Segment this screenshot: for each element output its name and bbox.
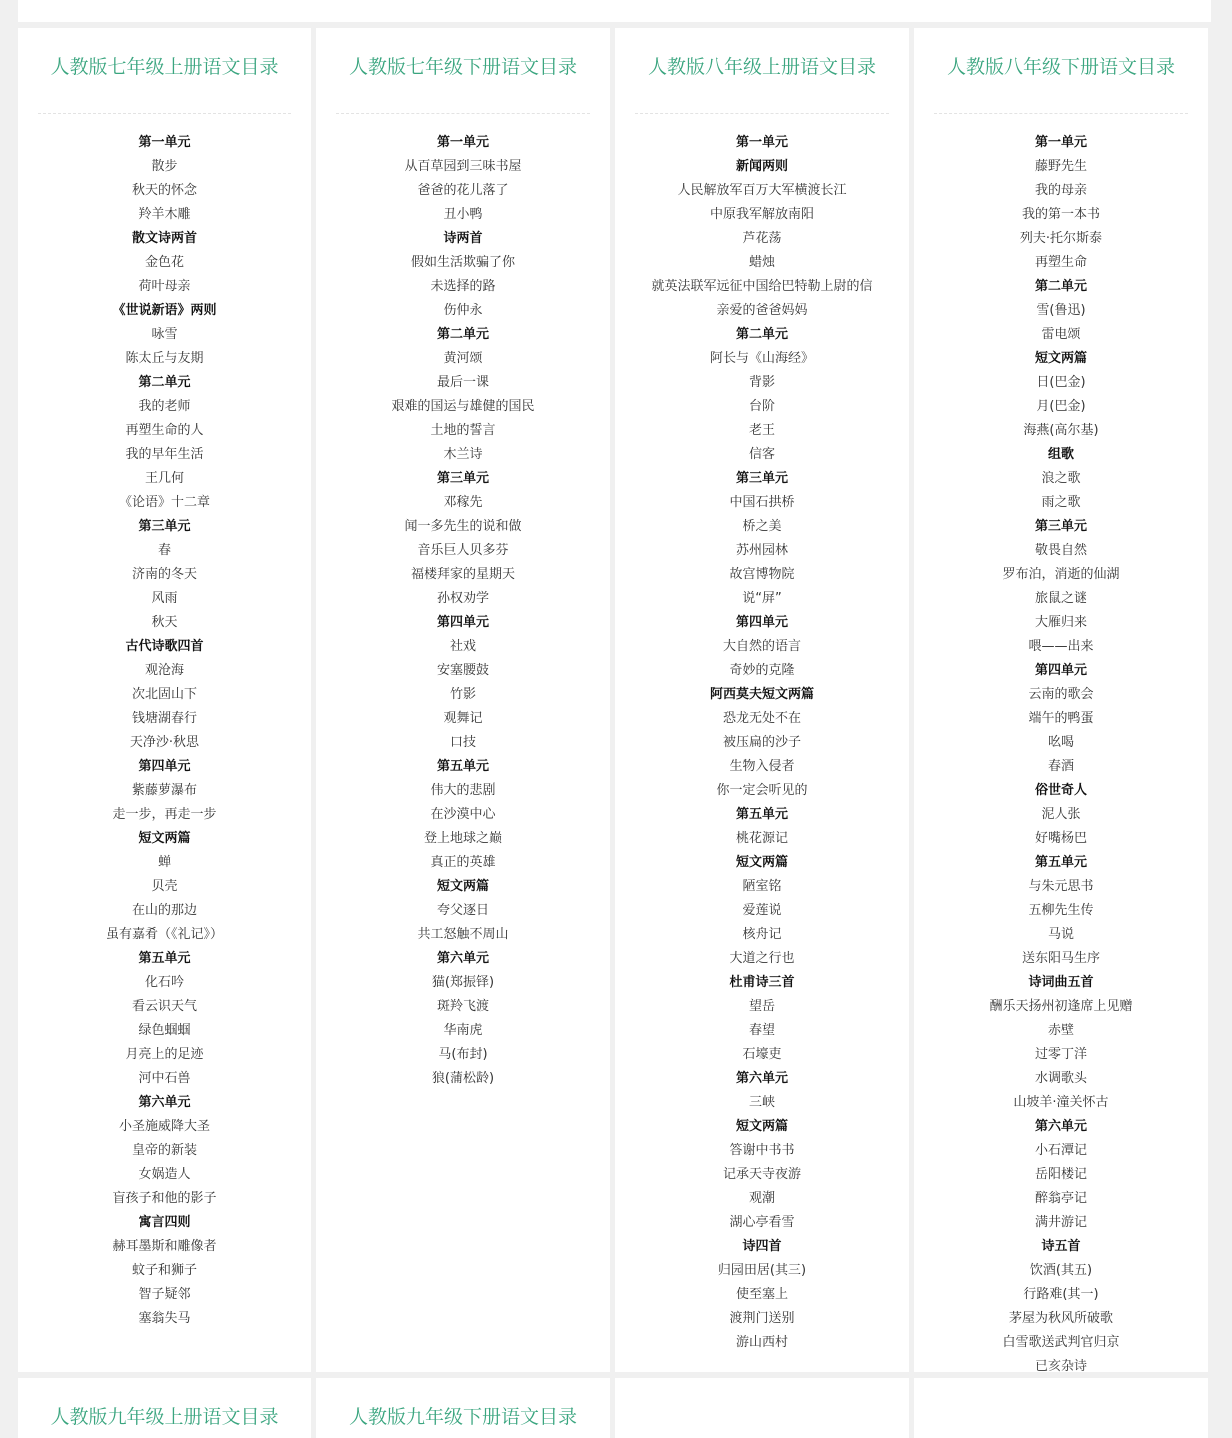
lesson-link[interactable]: 天净沙·秋思 (129, 735, 200, 750)
lesson-link[interactable]: 看云识天气 (131, 999, 197, 1014)
lesson-link[interactable]: 猫(郑振铎) (431, 975, 495, 990)
lesson-link[interactable]: 竹影 (449, 687, 476, 702)
unit-heading: 诗五首 (1041, 1239, 1081, 1254)
lesson-link[interactable]: 说“屏” (742, 591, 782, 606)
lesson-link[interactable]: 五柳先生传 (1028, 903, 1094, 918)
lesson-link[interactable]: 水调歌头 (1034, 1071, 1087, 1086)
unit-heading: 第一单元 (138, 135, 191, 150)
unit-heading: 第六单元 (138, 1095, 191, 1110)
lesson-link[interactable]: 马说 (1047, 927, 1074, 942)
lesson-link[interactable]: 社戏 (449, 639, 476, 654)
lesson-link[interactable]: 桃花源记 (735, 831, 788, 846)
lesson-link[interactable]: 孙权劝学 (436, 591, 489, 606)
lesson-link[interactable]: 吆喝 (1047, 735, 1074, 750)
lesson-link[interactable]: 云南的歌会 (1028, 687, 1094, 702)
toc-card-grade9-lower (316, 1378, 610, 1438)
lesson-link[interactable]: 山坡羊·潼关怀古 (1013, 1095, 1109, 1110)
lesson-link[interactable]: 生物入侵者 (729, 759, 795, 774)
lesson-link[interactable]: 蜡烛 (748, 255, 775, 270)
toc-card-grade8-upper (615, 28, 909, 1372)
toc-list (316, 131, 610, 1091)
top-panel (18, 0, 1211, 22)
lesson-link[interactable]: 行路难(其一) (1023, 1287, 1099, 1302)
lesson-link[interactable]: 马(布封) (438, 1047, 488, 1062)
card-title: 人教版七年级下册语文目录 (336, 28, 590, 114)
lesson-link[interactable]: 走一步，再走一步 (112, 807, 217, 822)
unit-heading: 《世说新语》两则 (112, 303, 217, 318)
lesson-link[interactable]: 信客 (748, 447, 775, 462)
lesson-link[interactable]: 雷电颂 (1041, 327, 1081, 342)
unit-heading: 第四单元 (735, 615, 788, 630)
toc-list (914, 131, 1208, 1372)
unit-heading: 第五单元 (436, 759, 489, 774)
lesson-link[interactable]: 陋室铭 (742, 879, 782, 894)
lesson-link[interactable]: 亲爱的爸爸妈妈 (716, 303, 808, 318)
lesson-link[interactable]: 散步 (151, 159, 178, 174)
lesson-link[interactable]: 被压扁的沙子 (722, 735, 801, 750)
lesson-link[interactable]: 智子疑邻 (138, 1287, 191, 1302)
unit-heading: 第六单元 (735, 1071, 788, 1086)
lesson-link[interactable]: 赫耳墨斯和雕像者 (112, 1239, 217, 1254)
unit-heading: 诗词曲五首 (1028, 975, 1094, 990)
lesson-link[interactable]: 就英法联军远征中国给巴特勒上尉的信 (651, 279, 873, 294)
lesson-link[interactable]: 邓稼先 (443, 495, 483, 510)
lesson-link[interactable]: 济南的冬天 (131, 567, 197, 582)
lesson-link[interactable]: 蚊子和狮子 (131, 1263, 197, 1278)
lesson-link[interactable]: 赤壁 (1047, 1023, 1074, 1038)
lesson-link[interactable]: 在山的那边 (131, 903, 197, 918)
toc-card-grade9-upper (18, 1378, 311, 1438)
lesson-link[interactable]: 岳阳楼记 (1034, 1167, 1087, 1182)
unit-heading: 第二单元 (138, 375, 191, 390)
card-title: 人教版八年级上册语文目录 (635, 28, 889, 114)
unit-heading: 第一单元 (1034, 135, 1087, 150)
lesson-link[interactable]: 钱塘湖春行 (131, 711, 197, 726)
lesson-link[interactable]: 醉翁亭记 (1034, 1191, 1087, 1206)
unit-heading: 阿西莫夫短文两篇 (709, 687, 814, 702)
lesson-link[interactable]: 春 (157, 543, 171, 558)
unit-heading: 第四单元 (436, 615, 489, 630)
unit-heading: 第五单元 (138, 951, 191, 966)
lesson-link[interactable]: 过零丁洋 (1034, 1047, 1087, 1062)
lesson-link[interactable]: 贝壳 (151, 879, 178, 894)
unit-heading: 短文两篇 (1034, 351, 1087, 366)
lesson-link[interactable]: 从百草园到三味书屋 (404, 159, 522, 174)
unit-heading: 第四单元 (138, 759, 191, 774)
lesson-link[interactable]: 春酒 (1047, 759, 1074, 774)
lesson-link[interactable]: 中国石拱桥 (729, 495, 795, 510)
unit-heading: 第二单元 (1034, 279, 1087, 294)
toc-card-grade7-lower (316, 28, 610, 1372)
lesson-link[interactable]: 艰难的国运与雄健的国民 (391, 399, 535, 414)
lesson-link[interactable]: 我的母亲 (1034, 183, 1087, 198)
lesson-link[interactable]: 酬乐天扬州初逢席上见赠 (989, 999, 1133, 1014)
lesson-link[interactable]: 再塑生命 (1034, 255, 1087, 270)
unit-heading: 第四单元 (1034, 663, 1087, 678)
toc-card-empty (615, 1378, 909, 1438)
toc-list (18, 131, 311, 1331)
lesson-link[interactable]: 爸爸的花儿落了 (417, 183, 509, 198)
lesson-link[interactable]: 羚羊木雕 (138, 207, 191, 222)
lesson-link[interactable]: 在沙漠中心 (430, 807, 496, 822)
lesson-link[interactable]: 藤野先生 (1034, 159, 1087, 174)
lesson-link[interactable]: 雪(鲁迅) (1036, 303, 1086, 318)
lesson-link[interactable]: 安塞腰鼓 (436, 663, 489, 678)
lesson-link[interactable]: 我的老师 (138, 399, 191, 414)
lesson-link[interactable]: 三峡 (748, 1095, 775, 1110)
lesson-link[interactable]: 蝉 (157, 855, 171, 870)
toc-card-grade8-lower (914, 28, 1208, 1372)
lesson-link[interactable]: 台阶 (748, 399, 775, 414)
lesson-link[interactable]: 观舞记 (443, 711, 483, 726)
unit-heading: 第六单元 (1034, 1119, 1087, 1134)
unit-heading: 短文两篇 (735, 855, 788, 870)
lesson-link[interactable]: 苏州园林 (735, 543, 788, 558)
lesson-link[interactable]: 紫藤萝瀑布 (131, 783, 197, 798)
lesson-link[interactable]: 秋天 (151, 615, 178, 630)
lesson-link[interactable]: 送东阳马生序 (1021, 951, 1100, 966)
lesson-link[interactable]: 观潮 (748, 1191, 775, 1206)
lesson-link[interactable]: 与朱元思书 (1028, 879, 1094, 894)
unit-heading: 短文两篇 (735, 1119, 788, 1134)
lesson-link[interactable]: 陈太丘与友期 (125, 351, 204, 366)
lesson-link[interactable]: 丑小鸭 (443, 207, 483, 222)
lesson-link[interactable]: 伟大的悲剧 (430, 783, 496, 798)
lesson-link[interactable]: 次北固山下 (131, 687, 197, 702)
lesson-link[interactable]: 雨之歌 (1041, 495, 1081, 510)
lesson-link[interactable]: 白雪歌送武判官归京 (1002, 1335, 1120, 1350)
unit-heading: 第二单元 (436, 327, 489, 342)
unit-heading: 俗世奇人 (1034, 783, 1087, 798)
lesson-link[interactable]: 满井游记 (1034, 1215, 1087, 1230)
lesson-link[interactable]: 老王 (748, 423, 775, 438)
unit-heading: 散文诗两首 (131, 231, 197, 246)
lesson-link[interactable]: 端午的鸭蛋 (1028, 711, 1094, 726)
lesson-link[interactable]: 化石吟 (144, 975, 184, 990)
lesson-link[interactable]: 大自然的语言 (722, 639, 801, 654)
lesson-link[interactable]: 敬畏自然 (1034, 543, 1087, 558)
lesson-link[interactable]: 大道之行也 (729, 951, 795, 966)
lesson-link[interactable]: 月(巴金) (1036, 399, 1086, 414)
unit-heading: 第六单元 (436, 951, 489, 966)
lesson-link[interactable]: 桥之美 (742, 519, 782, 534)
lesson-link[interactable]: 使至塞上 (735, 1287, 788, 1302)
lesson-link[interactable]: 绿色蝈蝈 (138, 1023, 191, 1038)
lesson-link[interactable]: 再塑生命的人 (125, 423, 204, 438)
lesson-link[interactable]: 茅屋为秋风所破歌 (1008, 1311, 1113, 1326)
lesson-link[interactable]: 小石潭记 (1034, 1143, 1087, 1158)
lesson-link[interactable]: 塞翁失马 (138, 1311, 191, 1326)
lesson-link[interactable]: 望岳 (748, 999, 775, 1014)
lesson-link[interactable]: 背影 (748, 375, 775, 390)
unit-heading: 第三单元 (735, 471, 788, 486)
toc-card-empty (914, 1378, 1208, 1438)
lesson-link[interactable]: 归园田居(其三) (717, 1263, 807, 1278)
lesson-link[interactable]: 黄河颂 (443, 351, 483, 366)
lesson-link[interactable]: 假如生活欺骗了你 (410, 255, 515, 270)
lesson-link[interactable]: 真正的英雄 (430, 855, 496, 870)
lesson-link[interactable]: 咏雪 (151, 327, 178, 342)
lesson-link[interactable]: 列夫·托尔斯泰 (1019, 231, 1103, 246)
lesson-link[interactable]: 小圣施威降大圣 (118, 1119, 210, 1134)
lesson-link[interactable]: 罗布泊，消逝的仙湖 (1002, 567, 1120, 582)
lesson-link[interactable]: 未选择的路 (430, 279, 496, 294)
lesson-link[interactable]: 《论语》十二章 (118, 495, 210, 510)
unit-heading: 诗两首 (443, 231, 483, 246)
unit-heading: 第一单元 (735, 135, 788, 150)
lesson-link[interactable]: 登上地球之巅 (423, 831, 502, 846)
unit-heading: 组歌 (1047, 447, 1074, 462)
lesson-link[interactable]: 人民解放军百万大军横渡长江 (677, 183, 847, 198)
lesson-link[interactable]: 泥人张 (1041, 807, 1081, 822)
lesson-link[interactable]: 土地的誓言 (430, 423, 496, 438)
lesson-link[interactable]: 狼(蒲松龄) (431, 1071, 495, 1086)
lesson-link[interactable]: 最后一课 (436, 375, 489, 390)
lesson-link[interactable]: 答谢中书书 (729, 1143, 795, 1158)
lesson-link[interactable]: 夸父逐日 (436, 903, 489, 918)
lesson-link[interactable]: 伤仲永 (443, 303, 483, 318)
card-title: 人教版八年级下册语文目录 (934, 28, 1188, 114)
lesson-link[interactable]: 好嘴杨巴 (1034, 831, 1087, 846)
lesson-link[interactable]: 已亥杂诗 (1034, 1359, 1087, 1372)
unit-heading: 短文两篇 (436, 879, 489, 894)
unit-heading: 短文两篇 (138, 831, 191, 846)
unit-heading: 寓言四则 (138, 1215, 191, 1230)
lesson-link[interactable]: 日(巴金) (1036, 375, 1086, 390)
lesson-link[interactable]: 口技 (449, 735, 476, 750)
lesson-link[interactable]: 海燕(高尔基) (1023, 423, 1099, 438)
unit-heading: 第三单元 (436, 471, 489, 486)
lesson-link[interactable]: 华南虎 (443, 1023, 483, 1038)
toc-card-grade7-upper (18, 28, 311, 1372)
lesson-link[interactable]: 皇帝的新装 (131, 1143, 197, 1158)
lesson-link[interactable]: 我的第一本书 (1021, 207, 1100, 222)
lesson-link[interactable]: 你一定会听见的 (716, 783, 808, 798)
unit-heading: 第一单元 (436, 135, 489, 150)
lesson-link[interactable]: 饮酒(其五) (1029, 1263, 1093, 1278)
lesson-link[interactable]: 春望 (748, 1023, 775, 1038)
lesson-link[interactable]: 河中石兽 (138, 1071, 191, 1086)
lesson-link[interactable]: 木兰诗 (443, 447, 483, 462)
lesson-link[interactable]: 中原我军解放南阳 (709, 207, 814, 222)
unit-heading: 第五单元 (735, 807, 788, 822)
lesson-link[interactable]: 共工怒触不周山 (417, 927, 509, 942)
lesson-link[interactable]: 秋天的怀念 (131, 183, 197, 198)
card-title: 人教版九年级上册语文目录 (38, 1378, 291, 1438)
lesson-link[interactable]: 爱莲说 (742, 903, 782, 918)
unit-heading: 第五单元 (1034, 855, 1087, 870)
lesson-link[interactable]: 湖心亭看雪 (729, 1215, 795, 1230)
lesson-link[interactable]: 风雨 (151, 591, 178, 606)
lesson-link[interactable]: 喂——出来 (1028, 639, 1094, 654)
unit-heading: 诗四首 (742, 1239, 782, 1254)
lesson-link[interactable]: 金色花 (144, 255, 184, 270)
unit-heading: 古代诗歌四首 (125, 639, 204, 654)
unit-heading: 第二单元 (735, 327, 788, 342)
lesson-link[interactable]: 福楼拜家的星期天 (410, 567, 515, 582)
lesson-link[interactable]: 记承天寺夜游 (722, 1167, 801, 1182)
lesson-link[interactable]: 闻一多先生的说和做 (404, 519, 522, 534)
card-title: 人教版九年级下册语文目录 (336, 1378, 590, 1438)
unit-heading: 新闻两则 (735, 159, 788, 174)
lesson-link[interactable]: 奇妙的克隆 (729, 663, 795, 678)
lesson-link[interactable]: 浪之歌 (1041, 471, 1081, 486)
lesson-link[interactable]: 斑羚飞渡 (436, 999, 489, 1014)
unit-heading: 第三单元 (138, 519, 191, 534)
unit-heading: 杜甫诗三首 (729, 975, 795, 990)
lesson-link[interactable]: 核舟记 (742, 927, 782, 942)
lesson-link[interactable]: 虽有嘉肴（《礼记》） (105, 927, 223, 942)
lesson-link[interactable]: 荷叶母亲 (138, 279, 191, 294)
toc-list (615, 131, 909, 1355)
lesson-link[interactable]: 音乐巨人贝多芬 (417, 543, 509, 558)
lesson-link[interactable]: 游山西村 (735, 1335, 788, 1350)
lesson-link[interactable]: 恐龙无处不在 (722, 711, 801, 726)
lesson-link[interactable]: 阿长与《山海经》 (709, 351, 814, 366)
lesson-link[interactable]: 月亮上的足迹 (125, 1047, 204, 1062)
card-title: 人教版七年级上册语文目录 (38, 28, 291, 114)
lesson-link[interactable]: 女娲造人 (138, 1167, 191, 1182)
unit-heading: 第三单元 (1034, 519, 1087, 534)
lesson-link[interactable]: 故宫博物院 (729, 567, 795, 582)
lesson-link[interactable]: 大雁归来 (1034, 615, 1087, 630)
lesson-link[interactable]: 芦花荡 (742, 231, 782, 246)
lesson-link[interactable]: 盲孩子和他的影子 (112, 1191, 217, 1206)
lesson-link[interactable]: 渡荆门送别 (729, 1311, 795, 1326)
lesson-link[interactable]: 我的早年生活 (125, 447, 204, 462)
lesson-link[interactable]: 旅鼠之谜 (1034, 591, 1087, 606)
lesson-link[interactable]: 石壕吏 (742, 1047, 782, 1062)
lesson-link[interactable]: 观沧海 (144, 663, 184, 678)
lesson-link[interactable]: 王几何 (144, 471, 184, 486)
